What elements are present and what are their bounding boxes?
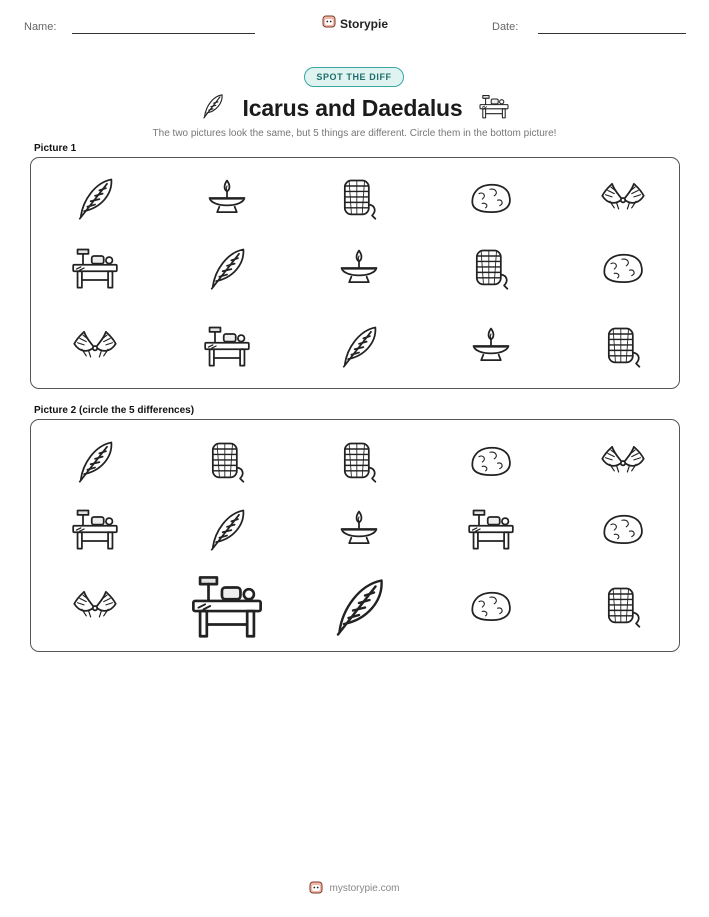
rope-coil-icon (467, 244, 515, 292)
rock-icon[interactable] (467, 437, 515, 485)
rope-coil-icon[interactable] (599, 582, 647, 630)
wings-icon (599, 174, 647, 222)
feather-icon[interactable] (326, 573, 392, 639)
footer-site: mystorypie.com (329, 883, 400, 894)
brand-name: Storypie (340, 16, 389, 31)
picture-1-label: Picture 1 (34, 143, 77, 154)
page-title: Icarus and Daedalus (242, 95, 463, 121)
rock-icon[interactable] (599, 505, 647, 553)
workbench-icon[interactable] (467, 505, 515, 553)
workbench-icon (478, 92, 510, 125)
oil-lamp-icon[interactable] (335, 505, 383, 553)
brand (322, 14, 388, 33)
storypie-logo-icon (309, 880, 323, 897)
date-label: Date: (492, 21, 519, 33)
rope-coil-icon[interactable] (203, 437, 251, 485)
spot-the-diff-badge: SPOT THE DIFF (304, 67, 404, 87)
oil-lamp-icon (335, 244, 383, 292)
workbench-icon (203, 322, 251, 370)
feather-icon (199, 91, 227, 126)
footer (0, 880, 709, 897)
storypie-logo-icon (322, 14, 336, 33)
feather-icon[interactable] (71, 437, 119, 485)
feather-icon (71, 174, 119, 222)
oil-lamp-icon (467, 322, 515, 370)
rock-icon (467, 174, 515, 222)
workbench-icon (71, 244, 119, 292)
feather-icon (203, 244, 251, 292)
feather-icon (335, 322, 383, 370)
wings-icon[interactable] (71, 582, 119, 630)
rock-icon[interactable] (467, 582, 515, 630)
date-field[interactable] (538, 33, 686, 34)
picture-2-label: Picture 2 (circle the 5 differences) (34, 405, 195, 416)
rock-icon (599, 244, 647, 292)
rope-coil-icon (335, 174, 383, 222)
title-row (0, 91, 709, 126)
name-field[interactable] (72, 33, 255, 34)
rope-coil-icon (599, 322, 647, 370)
name-label: Name: (24, 21, 57, 33)
oil-lamp-icon (203, 174, 251, 222)
workbench-icon[interactable] (71, 505, 119, 553)
wings-icon[interactable] (599, 437, 647, 485)
picture-1-panel (30, 157, 680, 389)
rope-coil-icon[interactable] (335, 437, 383, 485)
wings-icon (71, 322, 119, 370)
workbench-icon[interactable] (190, 569, 264, 643)
picture-2-panel[interactable] (30, 419, 680, 652)
feather-icon[interactable] (203, 505, 251, 553)
instructions: The two pictures look the same, but 5 things are different. Circle them in the bottom picture! (152, 128, 557, 139)
